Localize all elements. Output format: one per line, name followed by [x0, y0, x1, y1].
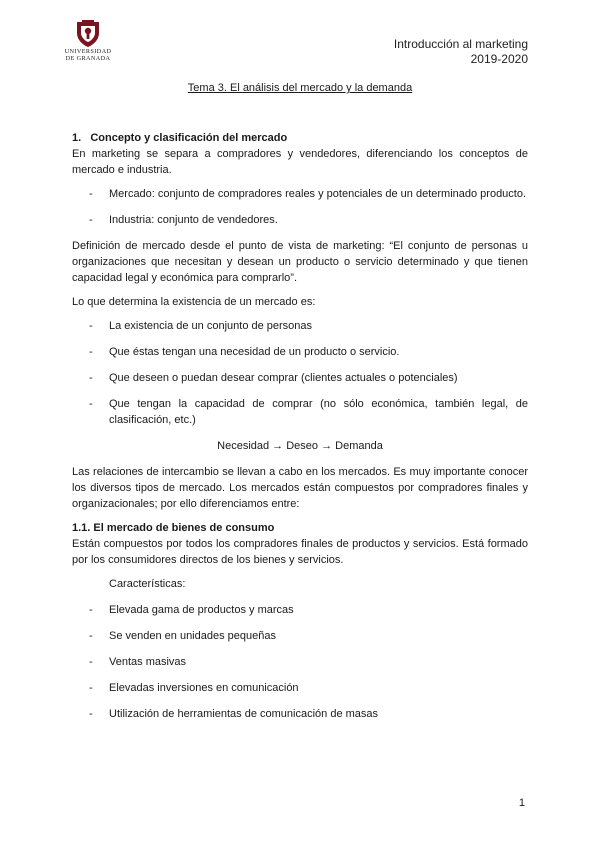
- page-number: 1: [518, 797, 525, 809]
- characteristics-list: [72, 602, 528, 722]
- page-header: [394, 37, 528, 67]
- list-item: - Que éstas tengan una necesidad de un producto o servicio.: [72, 344, 528, 360]
- university-crest-icon: [73, 18, 103, 48]
- university-logo: [60, 18, 116, 62]
- header-year: 2019-2020: [470, 52, 528, 66]
- list-item: - Industria: conjunto de vendedores.: [72, 212, 528, 228]
- characteristics-label: Características:: [109, 578, 186, 590]
- paragraph: Las relaciones de intercambio se llevan a cabo en los mercados. Es muy importante conocer los diversos tipos de mercado. Los mercados están compuestos por compradores finales y organizacionales; por ello diferenciamos entre:: [72, 466, 528, 510]
- header-subject: Introducción al marketing: [393, 37, 528, 51]
- list-item: - Ventas masivas: [72, 654, 528, 670]
- list-item: - Elevada gama de productos y marcas: [72, 602, 528, 618]
- list-item: - Utilización de herramientas de comunicación de masas: [72, 706, 528, 722]
- list-item: - Que deseen o puedan desear comprar (clientes actuales o potenciales): [72, 370, 528, 386]
- list-item: - Mercado: conjunto de compradores reales y potenciales de un determinado producto.: [72, 186, 528, 202]
- paragraph: Definición de mercado desde el punto de vista de marketing: “El conjunto de personas u organizaciones que necesitan y desean un producto o servicio determinado y que tienen capacidad legal y económica para comprarlo”.: [72, 240, 528, 284]
- paragraph: En marketing se separa a compradores y vendedores, diferenciando los conceptos de mercado e industria.: [72, 148, 528, 176]
- list-item: - Elevadas inversiones en comunicación: [72, 680, 528, 696]
- market-conditions-list: [72, 318, 528, 428]
- section-1-1-heading: 1.1. El mercado de bienes de consumo: [72, 522, 275, 534]
- paragraph: Están compuestos por todos los compradores finales de productos y servicios. Está formado por los consumidores directos de los bienes y servicios.: [72, 538, 528, 566]
- section-1-heading: 1. Concepto y clasificación del mercado: [72, 132, 288, 144]
- definition-list: [72, 186, 528, 228]
- need-desire-demand-flow: Necesidad → Deseo → Demanda: [217, 440, 383, 452]
- list-item: - Se venden en unidades pequeñas: [72, 628, 528, 644]
- list-item: - La existencia de un conjunto de personas: [72, 318, 528, 334]
- logo-text-line2: DE GRANADA: [65, 55, 111, 62]
- document-title: Tema 3. El análisis del mercado y la demanda: [187, 82, 413, 94]
- list-item: - Que tengan la capacidad de comprar (no sólo económica, también legal, de clasificación, etc.): [72, 396, 528, 428]
- logo-text-line1: UNIVERSIDAD: [64, 48, 112, 55]
- document-body: [72, 130, 528, 732]
- paragraph: Lo que determina la existencia de un mercado es:: [72, 296, 316, 308]
